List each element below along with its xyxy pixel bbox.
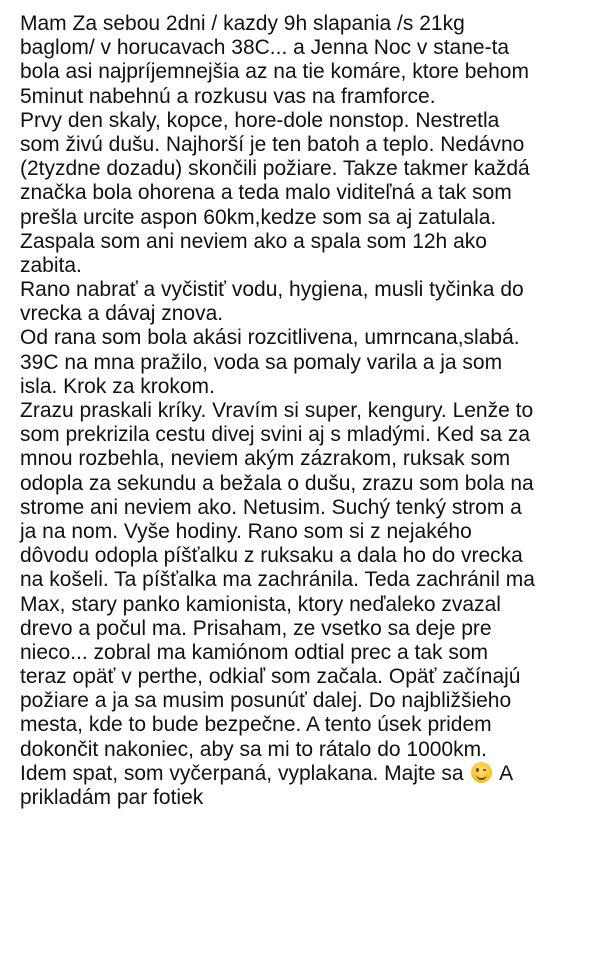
post-line-with-emoji [20,762,580,786]
post-line: Zaspala som ani neviem ako a spala som 12h ako [20,229,487,253]
post-line: teraz opäť v perthe, odkiaľ som začala. Opäť začínajú [20,665,521,689]
post-line: 5minut nabehnú a rozkusu vas na framforce. [20,84,436,108]
post-line: Prvy den skaly, kopce, hore-dole nonstop. Nestretla [20,108,500,132]
post-line: ja na nom. Vyše hodiny. Rano som si z nejakého [20,519,472,543]
post-line-text: Idem spat, som vyčerpaná, vyplakana. Majte sa [20,761,464,785]
post-line: strome ani neviem ako. Netusim. Suchý tenký strom a [20,495,522,519]
post-line: Rano nabrať a vyčistiť vodu, hygiena, musli tyčinka do [20,278,524,302]
post-line: isla. Krok za krokom. [20,374,215,398]
post-line: baglom/ v horucavach 38C... a Jenna Noc v stane-ta [20,36,510,60]
post-line: značka bola ohorena a teda malo viditeľná a tak som [20,181,512,205]
post-line: vrecka a dávaj znova. [20,302,224,326]
post-line: zabita. [20,253,82,277]
winking-face-icon [471,762,492,783]
post-line: nieco... zobral ma kamiónom odtial prec a tak som [20,640,489,664]
post-line: Zrazu praskali kríky. Vravím si super, kengury. Lenže to [20,399,534,422]
post-line: požiare a ja sa musim posunúť dalej. Do najbližšieho [20,689,512,713]
post-line: 39C na mna pražilo, voda sa pomaly varila a ja som [20,350,503,374]
post-line: mesta, kde to bude bezpečne. A tento úsek pridem [20,713,492,737]
post-line: prešla urcite aspon 60km,kedze som sa aj zatulala. [20,205,497,229]
post-line: prikladám par fotiek [20,786,204,809]
post-line: Mam Za sebou 2dni / kazdy 9h slapania /s 21kg [20,12,465,35]
post-line: Max, stary panko kamionista, ktory neďaleko zvazal [20,592,501,616]
post-line: dôvodu odopla píšťalku z ruksaku a dala ho do vrecka [20,544,523,568]
post-line-tail: A [494,761,514,785]
post-line: odopla za sekundu a bežala o dušu, zrazu som bola na [20,471,534,495]
post-line: dokončit nakoniec, aby sa mi to rátalo do 1000km. [20,737,487,761]
post-line: Od rana som bola akási rozcitlivena, umrncana,slabá. [20,326,520,350]
post-line: som živú dušu. Najhorší je ten batoh a teplo. Nedávno [20,132,525,156]
post-line: som prekrizila cestu divej svini aj s mladými. Ked sa za [20,423,531,447]
post-text [20,12,580,810]
post-line: mnou rozbehla, neviem akým zázrakom, ruksak som [20,447,511,471]
post-line: (2tyzdne dozadu) skončili požiare. Takze takmer každá [20,157,530,181]
post-line: na košeli. Ta píšťalka ma zachránila. Teda zachránil ma [20,568,535,592]
post-line: bola asi najpríjemnejšia az na tie komáre, ktore behom [20,60,529,84]
post-line: drevo a počul ma. Prisaham, ze vsetko sa deje pre [20,616,492,640]
